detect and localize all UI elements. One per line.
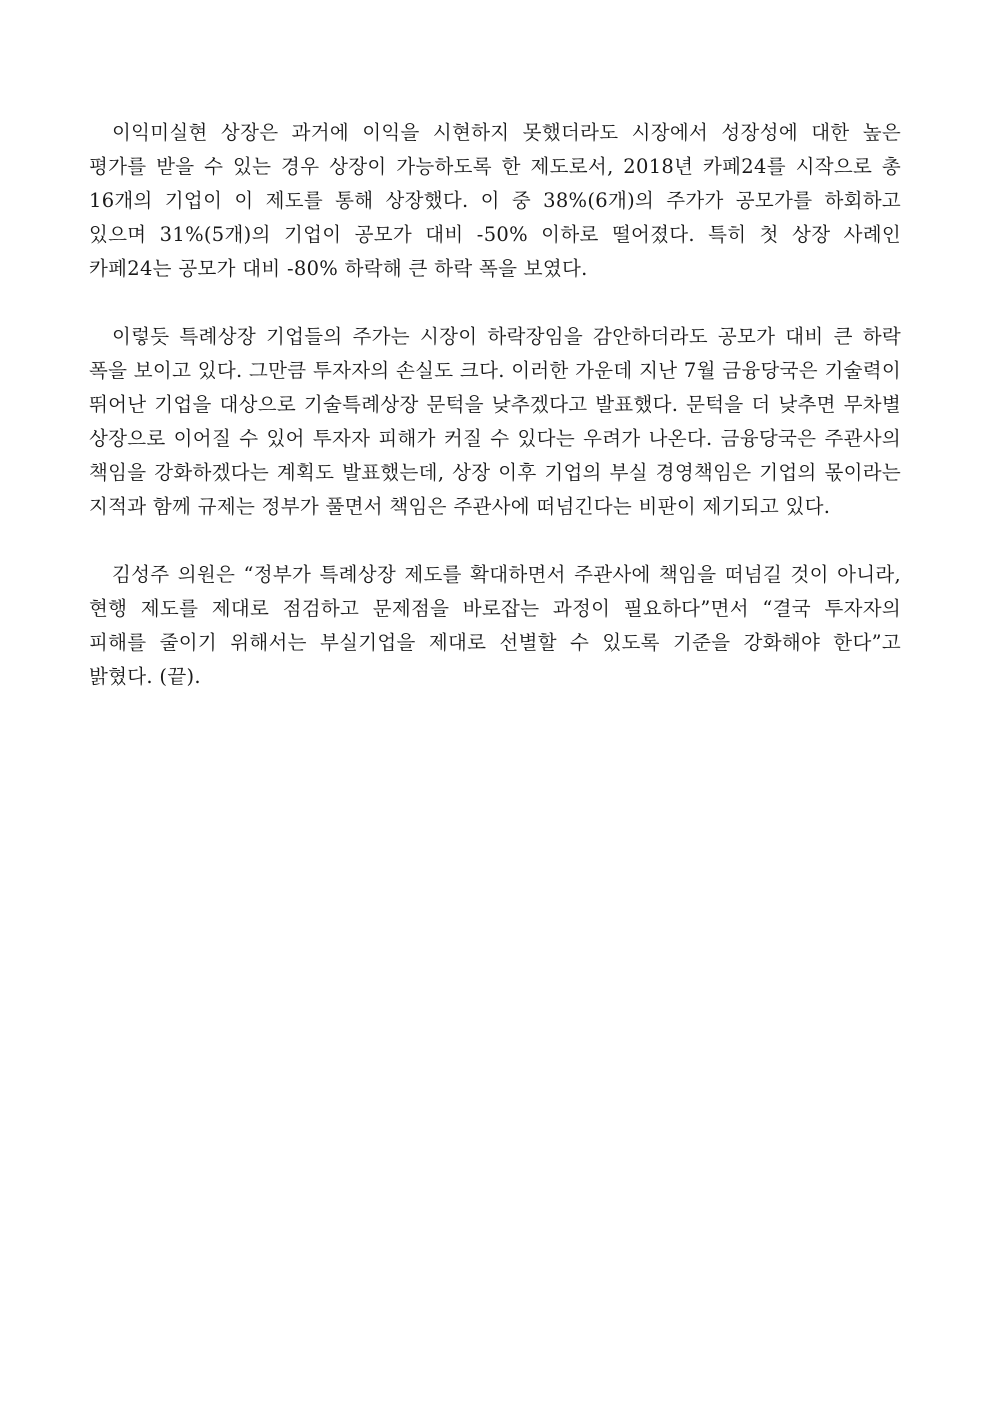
paragraph-special-listing-losses: 이렇듯 특례상장 기업들의 주가는 시장이 하락장임을 감안하더라도 공모가 대비 큰 하락 폭을 보이고 있다. 그만큼 투자자의 손실도 크다. 이러한 가운데 지난 7월 금융당국은 기술력이 뛰어난 기업을 대상으로 기술특례상장 문턱을 낮추겠다고 발표했다. 문턱을 더 낮추면 무차별 상장으로 이어질 수 있어 투자자 피해가 커질 수 있다는 우려가 나온다. 금융당국은 주관사의 책임을 강화하겠다는 계획도 발표했는데, 상장 이후 기업의 부실 경영책임은 기업의 몫이라는 지적과 함께 규제는 정부가 풀면서 책임은 주관사에 떠넘긴다는 비판이 제기되고 있다.: [89, 325, 901, 518]
paragraph-listing-without-profit: 이익미실현 상장은 과거에 이익을 시현하지 못했더라도 시장에서 성장성에 대한 높은 평가를 받을 수 있는 경우 상장이 가능하도록 한 제도로서, 2018년 카페24를 시작으로 총 16개의 기업이 이 제도를 통해 상장했다. 이 중 38%(6개)의 주가가 공모가를 하회하고 있으며 31%(5개)의 기업이 공모가 대비 -50% 이하로 떨어졌다. 특히 첫 상장 사례인 카페24는 공모가 대비 -80% 하락해 큰 하락 폭을 보였다.: [89, 121, 901, 280]
document-body: [89, 116, 901, 694]
paragraph-lawmaker-statement: 김성주 의원은 “정부가 특례상장 제도를 확대하면서 주관사에 책임을 떠넘길 것이 아니라, 현행 제도를 제대로 점검하고 문제점을 바로잡는 과정이 필요하다”면서 “결국 투자자의 피해를 줄이기 위해서는 부실기업을 제대로 선별할 수 있도록 기준을 강화해야 한다”고 밝혔다. (끝).: [89, 563, 901, 688]
